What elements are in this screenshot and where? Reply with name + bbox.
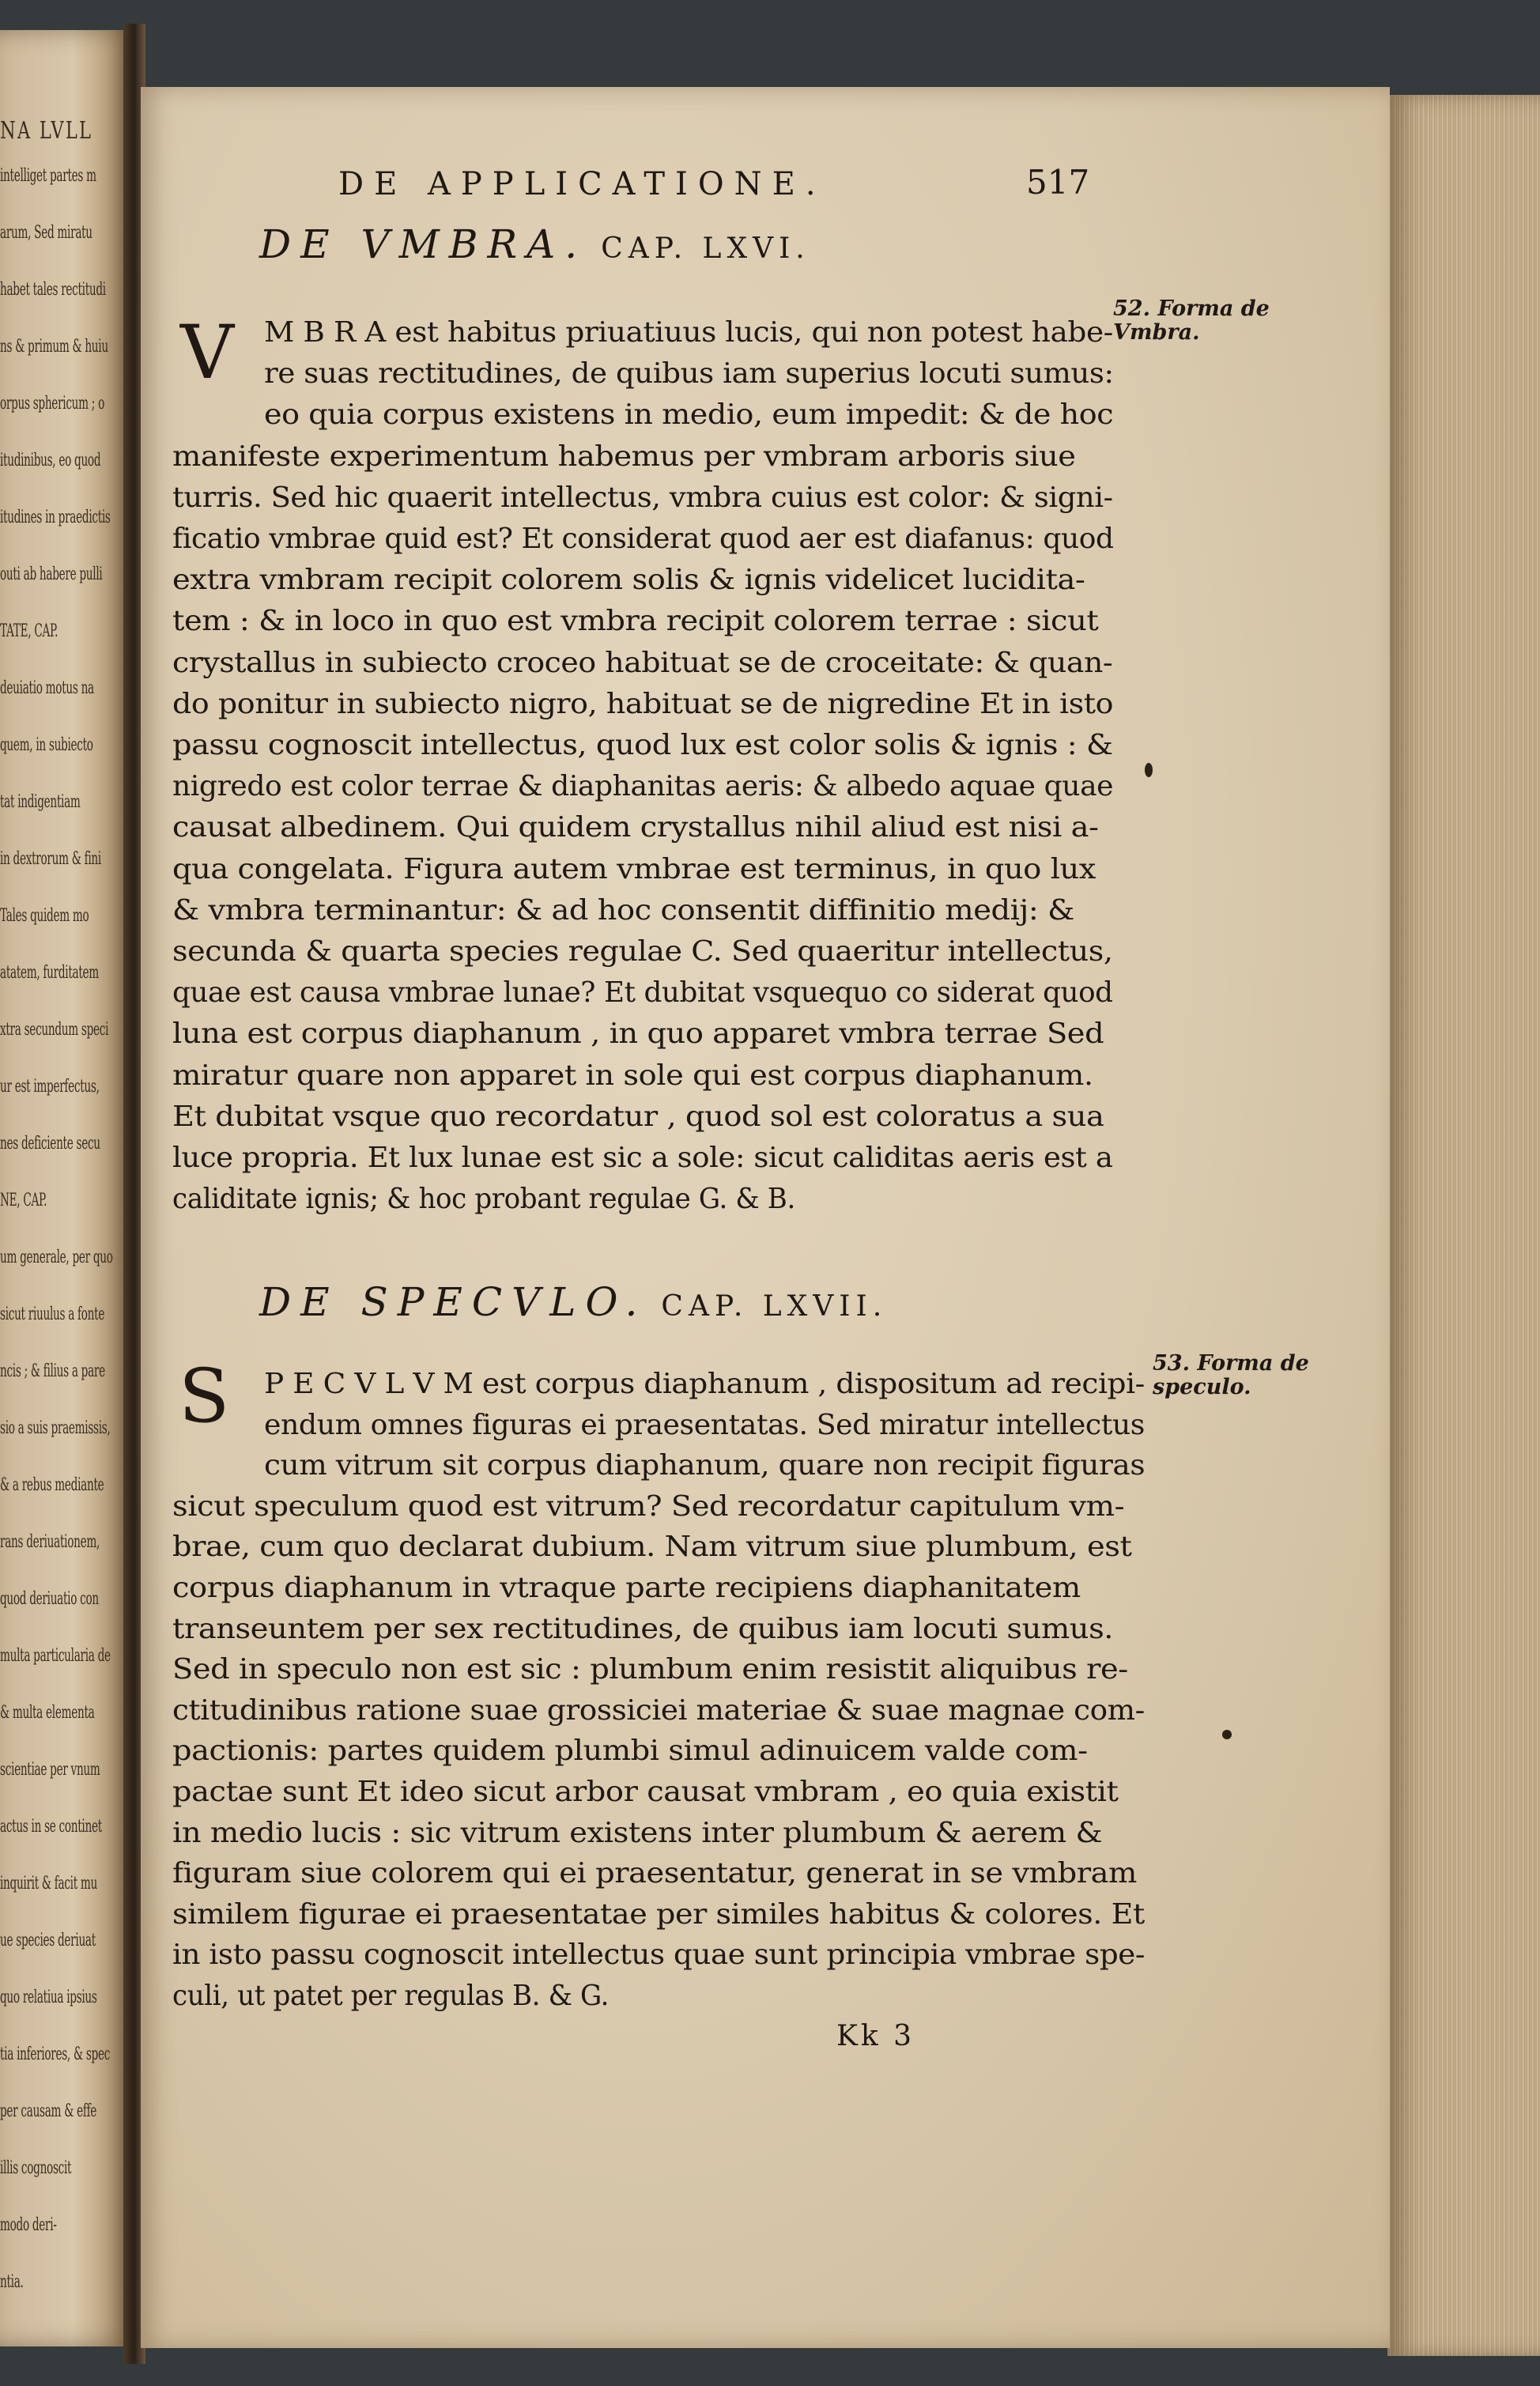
left-page-text-fragment: xtra secundum speci	[0, 1020, 109, 1040]
left-page-text-fragment: arum, Sed miratu	[0, 223, 92, 243]
left-page-text-fragment: ntia.	[0, 2272, 24, 2292]
left-page-text-fragment: tat indigentiam	[0, 792, 81, 812]
left-page-text-fragment: habet tales rectitudi	[0, 280, 106, 300]
text-line: figuram siue colorem qui ei praesentatur, generat in se vmbram	[172, 1857, 1137, 1890]
text-line: secunda & quarta species regulae C. Sed quaeritur intellectus,	[172, 935, 1113, 968]
text-line: tem : & in loco in quo est vmbra recipit colorem terrae : sicut	[172, 605, 1099, 638]
text-line: luce propria. Et lux lunae est sic a sole: sicut caliditas aeris est a	[172, 1142, 1113, 1174]
left-page-text-fragment: NA LVLL	[0, 117, 93, 145]
text-line: Et dubitat vsque quo recordatur , quod sol est coloratus a sua	[172, 1100, 1104, 1133]
text-line: passu cognoscit intellectus, quod lux est color solis & ignis : &	[172, 729, 1113, 761]
chapter-number: CAP. LXVI.	[601, 232, 810, 265]
left-page-text-fragment: TATE, CAP.	[0, 621, 59, 641]
text-line: do ponitur in subiecto nigro, habituat se de nigredine Et in isto	[172, 687, 1114, 720]
left-page-text-fragment: scientiae per vnum	[0, 1760, 100, 1780]
left-page-text-fragment: nes deficiente secu	[0, 1134, 100, 1153]
left-page-text-fragment: multa particularia de	[0, 1646, 111, 1666]
marginal-note-line: speculo.	[1153, 1375, 1251, 1399]
text-line: brae, cum quo declarat dubium. Nam vitrum siue plumbum, est	[172, 1531, 1132, 1564]
text-line: crystallus in subiecto croceo habituat se de croceitate: & quan-	[172, 646, 1113, 679]
text-line: eo quia corpus existens in medio, eum impedit: & de hoc	[264, 398, 1114, 432]
text-line: culi, ut patet per regulas B. & G.	[172, 1980, 610, 2012]
text-line: sicut speculum quod est vitrum? Sed recordatur capitulum vm-	[172, 1489, 1125, 1523]
left-page-text-fragment: rans deriuationem,	[0, 1532, 100, 1552]
text-line: & vmbra terminantur: & ad hoc consentit diffinitio medij: &	[172, 893, 1074, 927]
ink-spot	[1145, 763, 1153, 777]
left-page-text-fragment: modo deri-	[0, 2215, 57, 2235]
left-page-text-fragment: orpus sphericum ; o	[0, 394, 105, 413]
text-line: extra vmbram recipit colorem solis & ignis videlicet luciditа-	[172, 564, 1085, 597]
text-line: qua congelata. Figura autem vmbrae est terminus, in quo lux	[172, 852, 1096, 885]
chapter-number: CAP. LXVII.	[661, 1290, 888, 1323]
running-head: DE APPLICATIONE.	[338, 166, 826, 202]
marginal-note	[1113, 297, 1270, 345]
left-page-text-fragment: sicut riuulus a fonte	[0, 1304, 105, 1324]
left-page-text-fragment: in dextrorum & fini	[0, 849, 101, 869]
text-line: re suas rectitudines, de quibus iam superius locuti sumus:	[264, 357, 1114, 391]
text-block	[141, 87, 1390, 2348]
left-page-text-fragment: quem, in subiecto	[0, 735, 93, 755]
left-page-text-fragment: itudinibus, eo quod	[0, 451, 101, 470]
text-line: pactionis: partes quidem plumbi simul adinuicem valde com-	[172, 1735, 1088, 1768]
text-line: turris. Sed hic quaerit intellectus, vmbra cuius est color: & signi-	[172, 481, 1113, 514]
left-page-text-fragment: Tales quidem mo	[0, 906, 89, 926]
text-line: pactae sunt Et ideo sicut arbor causat vmbram , eo quia existit	[172, 1776, 1119, 1808]
text-line: transeuntem per sex rectitudines, de quibus iam locuti sumus.	[172, 1612, 1114, 1645]
text-line: ficatio vmbrae quid est? Et considerat quod aer est diafanus: quod	[172, 523, 1114, 555]
text-line: quae est causa vmbrae lunae? Et dubitat vsquequo co siderat quod	[172, 976, 1113, 1010]
text-line: cum vitrum sit corpus diaphanum, quare non recipit figuras	[264, 1449, 1146, 1482]
left-page-text-fragment: inquirit & facit mu	[0, 1874, 98, 1893]
left-page-text-fragment: atatem, furditatem	[0, 963, 99, 983]
text-line: nigredo est color terrae & diaphanitas aeris: & albedo aquae quae	[172, 770, 1114, 803]
chapter-title: DE SPECVLO.	[259, 1279, 647, 1325]
left-page-text-fragment: itudines in praedictis	[0, 508, 111, 527]
left-page-text-fragment: & multa elementa	[0, 1703, 95, 1723]
left-page-text-fragment: ue species deriuat	[0, 1931, 96, 1950]
left-page-text-fragment: deuiatio motus na	[0, 678, 94, 698]
drop-initial: V	[180, 310, 234, 396]
marginal-note-line: 52. Forma de	[1113, 296, 1270, 321]
signature-mark: Kk 3	[836, 2020, 915, 2052]
text-line: caliditate ignis; & hoc probant regulae G. & B.	[172, 1183, 795, 1216]
text-line: manifeste experimentum habemus per vmbram arboris siue	[172, 440, 1076, 473]
text-line: Sed in speculo non est sic : plumbum enim resistit aliquibus re-	[172, 1653, 1128, 1686]
left-page-text-fragment: sio a suis praemissis,	[0, 1418, 111, 1438]
text-line: endum omnes figuras ei praesentatas. Sed miratur intellectus	[264, 1408, 1145, 1441]
left-page-fragment	[0, 30, 133, 2346]
left-page-text-fragment: tia inferiores, & spec	[0, 2044, 111, 2064]
chapter-heading	[259, 221, 810, 267]
marginal-note	[1153, 1352, 1309, 1399]
main-page	[141, 87, 1390, 2348]
text-line: miratur quare non apparet in sole qui est corpus diaphanum.	[172, 1059, 1093, 1092]
left-page-text-fragment: quo relatiua ipsius	[0, 1988, 97, 2007]
ink-spot	[1222, 1730, 1232, 1739]
marginal-note-line: Vmbra.	[1113, 320, 1200, 345]
left-page-text-fragment: um generale, per quo	[0, 1248, 113, 1267]
text-line: P E C V L V M est corpus diaphanum , dispositum ad recipi-	[264, 1368, 1145, 1400]
text-line: M B R A est habitus priuatiuus lucis, qui non potest habe-	[264, 316, 1113, 349]
text-line: ctitudinibus ratione suae grossiciei materiae & suae magnae com-	[172, 1693, 1145, 1727]
text-line: in isto passu cognoscit intellectus quae sunt principia vmbrae spe-	[172, 1939, 1145, 1972]
left-page-text-fragment: & a rebus mediante	[0, 1475, 104, 1495]
text-line: in medio lucis : sic vitrum existens inter plumbum & aerem &	[172, 1816, 1103, 1849]
left-page-text-fragment: ncis ; & filius a pare	[0, 1361, 105, 1381]
page-edges	[1387, 95, 1540, 2356]
drop-initial: S	[179, 1353, 230, 1440]
page-number: 517	[1026, 163, 1090, 202]
left-page-text-fragment: actus in se continet	[0, 1817, 102, 1837]
text-line: luna est corpus diaphanum , in quo apparet vmbra terrae Sed	[172, 1017, 1104, 1051]
left-page-text-fragment: quod deriuatio con	[0, 1589, 99, 1609]
left-page-text-fragment: intelliget partes m	[0, 166, 96, 186]
chapter-title: DE VMBRA.	[259, 221, 587, 267]
left-page-text-fragment: NE, CAP.	[0, 1191, 47, 1210]
left-page-text-fragment: outi ab habere pulli	[0, 564, 103, 584]
left-page-text-fragment: illis cognoscit	[0, 2158, 72, 2178]
text-line: causat albedinem. Qui quidem crystallus nihil aliud est nisi a-	[172, 811, 1099, 844]
chapter-heading	[259, 1279, 887, 1325]
left-page-text-fragment: ur est imperfectus,	[0, 1077, 100, 1097]
text-line: similem figurae ei praesentatae per similes habitus & colores. Et	[172, 1897, 1145, 1931]
left-page-text-fragment: per causam & effe	[0, 2101, 97, 2121]
left-page-text-fragment: ns & primum & huiu	[0, 337, 108, 357]
text-line: corpus diaphanum in vtraque parte recipiens diaphanitatem	[172, 1572, 1081, 1604]
marginal-note-line: 53. Forma de	[1153, 1351, 1309, 1376]
